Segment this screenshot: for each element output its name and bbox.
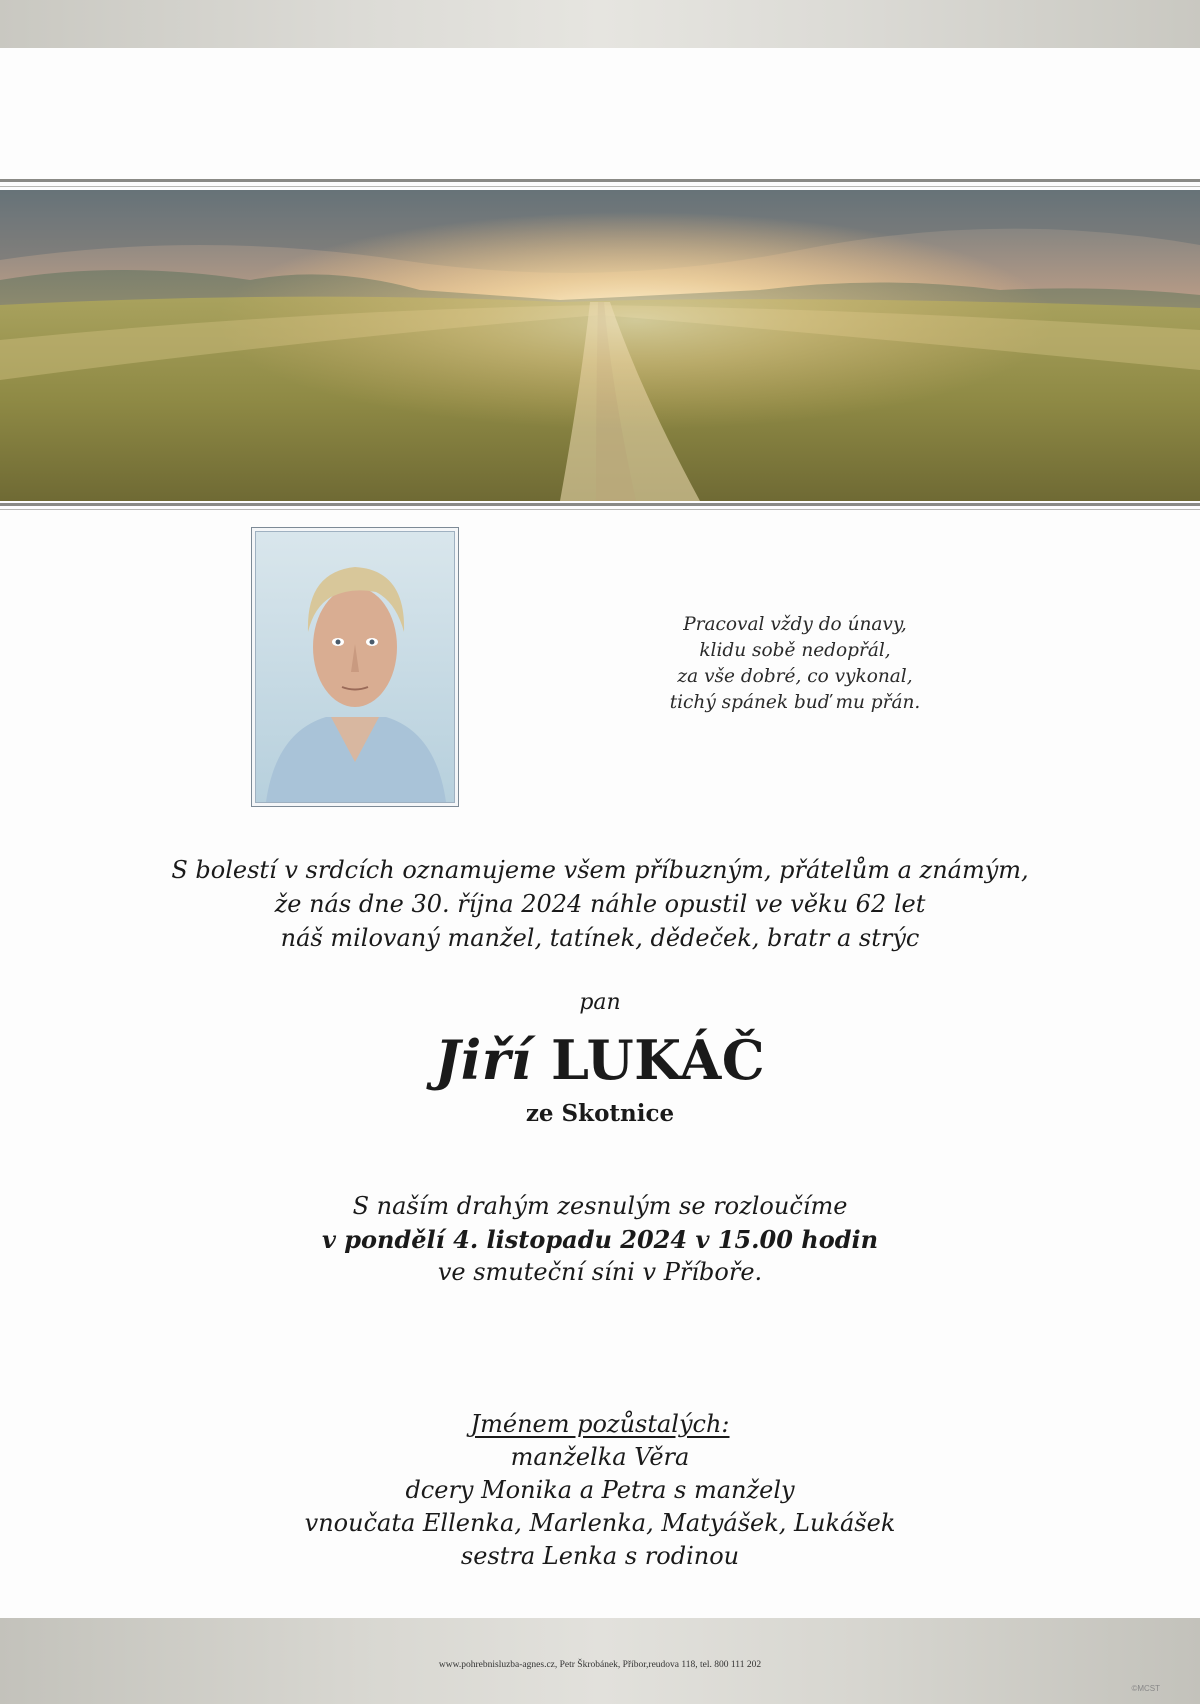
deceased-name	[0, 1028, 1200, 1092]
surviving-family	[0, 1408, 1200, 1573]
first-name: Jiří	[434, 1028, 532, 1092]
copyright-mark: ©MCST	[1131, 1684, 1160, 1693]
funeral-date-time: v pondělí 4. listopadu 2024 v 15.00 hodin	[321, 1225, 879, 1254]
family-member: sestra Lenka s rodinou	[460, 1542, 740, 1570]
bottom-divider-thin-line	[0, 509, 1200, 510]
top-gray-band	[0, 0, 1200, 48]
funeral-location: ve smuteční síni v Příboře.	[437, 1258, 763, 1286]
announcement-line: že nás dne 30. října 2024 náhle opustil ve věku 62 let	[274, 890, 926, 918]
funeral-details	[0, 1190, 1200, 1289]
announcement-line: S bolestí v srdcích oznamujeme všem příbuzným, přátelům a známým,	[171, 856, 1029, 884]
family-member: vnoučata Ellenka, Marlenka, Matyášek, Lukášek	[304, 1509, 896, 1537]
funeral-service-contact: www.pohrebnisluzba-agnes.cz, Petr Škrobánek, Příbor,reudova 118, tel. 800 111 202	[438, 1660, 762, 1670]
poem-line: tichý spánek buď mu přán.	[669, 692, 921, 713]
family-member: dcery Monika a Petra s manžely	[405, 1476, 795, 1504]
sunset-field-banner	[0, 190, 1200, 501]
memorial-poem	[640, 612, 950, 716]
top-divider-thin-line	[0, 186, 1200, 187]
origin: ze Skotnice	[525, 1100, 675, 1127]
top-divider-line	[0, 179, 1200, 182]
honorific: pan	[579, 990, 621, 1015]
family-heading: Jménem pozůstalých:	[470, 1410, 730, 1438]
family-member: manželka Věra	[510, 1443, 690, 1471]
bottom-divider-line	[0, 503, 1200, 506]
poem-line: Pracoval vždy do únavy,	[683, 614, 907, 635]
poem-line: za vše dobré, co vykonal,	[677, 666, 913, 687]
announcement-line: náš milovaný manžel, tatínek, dědeček, bratr a strýc	[280, 924, 920, 952]
farewell-line: S naším drahým zesnulým se rozloučíme	[352, 1192, 848, 1220]
death-announcement	[0, 853, 1200, 955]
poem-line: klidu sobě nedopřál,	[699, 640, 891, 661]
surname: LUKÁČ	[551, 1028, 766, 1092]
portrait-photo	[251, 527, 459, 807]
